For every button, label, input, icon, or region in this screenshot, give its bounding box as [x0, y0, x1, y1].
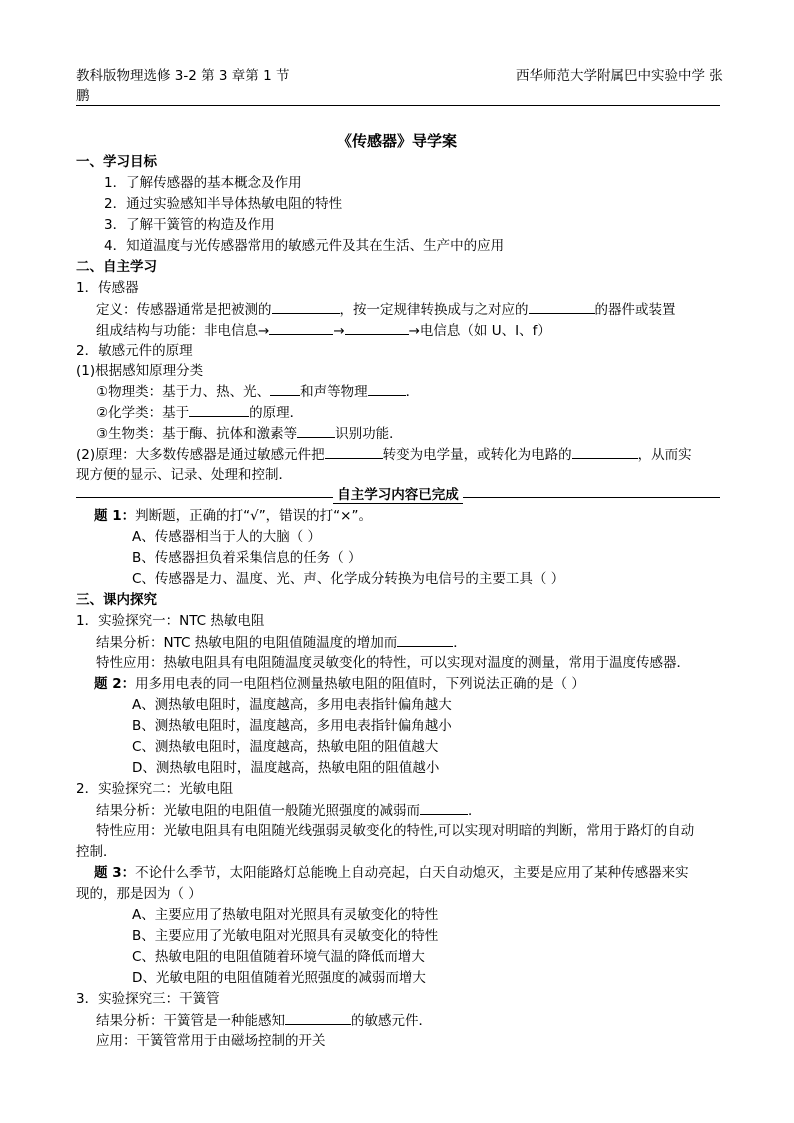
- def-text-a: 定义：传感器通常是把被测的: [96, 302, 272, 318]
- section-heading-goals: 一、学习目标: [76, 154, 157, 170]
- phys-text-b: 和声等物理: [300, 384, 368, 400]
- fill-blank[interactable]: [297, 423, 335, 438]
- fill-blank[interactable]: [270, 381, 300, 396]
- section-heading-self-study: 二、自主学习: [76, 259, 157, 275]
- header-course-info: 教科版物理选修 3-2 第 3 章第 1 节: [76, 68, 290, 84]
- topic-sensor-title: 1．传感器: [76, 280, 139, 296]
- divider-label: 自主学习内容已完成: [333, 487, 463, 504]
- fill-blank[interactable]: [272, 299, 340, 314]
- document-title: 《传感器》导学案: [336, 132, 457, 150]
- experiment-3-title: 3．实验探究三：干簧管: [76, 991, 220, 1007]
- class-physical: [96, 381, 419, 402]
- goal-item: 4．知道温度与光传感器常用的敏感元件及其在生活、生产中的应用: [104, 238, 505, 254]
- goal-item: 1．了解传感器的基本概念及作用: [104, 175, 302, 191]
- experiment-3-result: [96, 1010, 432, 1031]
- phys-text-a: ①物理类：基于力、热、光、: [96, 384, 271, 400]
- question-3: [94, 863, 689, 883]
- question-text: 不论什么季节，太阳能路灯总能晚上自动亮起，白天自动熄灭，主要是应用了某种传感器来实: [135, 865, 689, 881]
- e1-result-end: ．: [453, 635, 467, 651]
- principle-text-a: (2)原理：大多数传感器是通过敏感元件把: [76, 447, 325, 463]
- question-label: 题 3：: [94, 865, 136, 881]
- class-chemical: [96, 402, 303, 423]
- experiment-1-result: [96, 632, 467, 653]
- section-heading-inquiry: 三、课内探究: [76, 592, 157, 608]
- q3-option: B、主要应用了光敏电阻对光照具有灵敏变化的特性: [132, 928, 439, 944]
- class-biological: [96, 423, 403, 444]
- experiment-2-application-cont: 控制．: [76, 844, 117, 860]
- comp-text-c: →电信息（如 U、I、f）: [408, 323, 551, 339]
- subtopic-classification: (1)根据感知原理分类: [76, 363, 204, 379]
- q1-option: B、传感器担负着采集信息的任务（ ）: [132, 550, 362, 566]
- comp-text-a: 组成结构与功能：非电信息→: [96, 323, 270, 339]
- header-school: 西华师范大学附属巴中实验中学 张: [516, 68, 723, 84]
- question-3-cont: 现的，那是因为（ ）: [76, 886, 202, 902]
- question-text: 判断题，正确的打“√”，错误的打“×”。: [135, 508, 372, 524]
- fill-blank[interactable]: [285, 1010, 351, 1025]
- e2-result-end: ．: [468, 803, 482, 819]
- experiment-1-application: 特性应用：热敏电阻具有电阻随温度灵敏变化的特性，可以实现对温度的测量，常用于温度传感器．: [96, 655, 690, 671]
- header-rule: [76, 105, 720, 106]
- experiment-3-application: 应用：干簧管常用于由磁场控制的开关: [96, 1033, 326, 1049]
- topic-element-principle: 2．敏感元件的原理: [76, 343, 193, 359]
- q3-option: A、主要应用了热敏电阻对光照具有灵敏变化的特性: [132, 907, 439, 923]
- q2-option: C、测热敏电阻时，温度越高，热敏电阻的阻值越大: [132, 739, 439, 755]
- experiment-1-title: 1．实验探究一：NTC 热敏电阻: [76, 613, 265, 629]
- q1-option: C、传感器是力、温度、光、声、化学成分转换为电信号的主要工具（ ）: [132, 571, 565, 587]
- bio-text-a: ③生物类：基于酶、抗体和激素等: [96, 426, 298, 442]
- experiment-2-application: 特性应用：光敏电阻具有电阻随光线强弱灵敏变化的特性,可以实现对明暗的判断，常用于路灯的自动: [96, 823, 695, 839]
- q2-option: A、测热敏电阻时，温度越高，多用电表指针偏角越大: [132, 697, 452, 713]
- q2-option: B、测热敏电阻时，温度越高，多用电表指针偏角越小: [132, 718, 452, 734]
- fill-blank[interactable]: [189, 402, 249, 417]
- principle-text-c: ，从而实: [637, 447, 692, 463]
- question-2: [94, 674, 585, 694]
- fill-blank[interactable]: [325, 444, 383, 459]
- chem-text-a: ②化学类：基于: [96, 405, 190, 421]
- phys-text-c: ．: [405, 384, 420, 400]
- q3-option: D、光敏电阻的电阻值随着光照强度的减弱而增大: [132, 970, 426, 986]
- q1-option: A、传感器相当于人的大脑（ ）: [132, 529, 322, 545]
- comp-text-b: →: [333, 323, 345, 339]
- experiment-2-result: [96, 800, 482, 821]
- def-text-b: ，按一定规律转换成与之对应的: [339, 302, 529, 318]
- goal-item: 2．通过实验感知半导体热敏电阻的特性: [104, 196, 343, 212]
- def-text-c: 的器件或装置: [594, 302, 676, 318]
- fill-blank[interactable]: [397, 632, 453, 647]
- fill-blank[interactable]: [269, 320, 333, 335]
- principle-line: [76, 444, 692, 465]
- sensor-definition: [96, 299, 676, 320]
- e3-result-text: 结果分析：干簧管是一种能感知: [96, 1013, 285, 1029]
- q3-option: C、热敏电阻的电阻值随着环境气温的降低而增大: [132, 949, 425, 965]
- fill-blank[interactable]: [420, 800, 468, 815]
- experiment-2-title: 2．实验探究二：光敏电阻: [76, 781, 234, 797]
- fill-blank[interactable]: [345, 320, 409, 335]
- chem-text-b: 的原理．: [249, 405, 304, 421]
- sensor-composition: [96, 320, 551, 341]
- fill-blank[interactable]: [368, 381, 406, 396]
- bio-text-b: 识别功能．: [335, 426, 403, 442]
- question-text: 用多用电表的同一电阻档位测量热敏电阻的阻值时，下列说法正确的是（ ）: [135, 676, 585, 692]
- fill-blank[interactable]: [529, 299, 595, 314]
- goal-item: 3．了解干簧管的构造及作用: [104, 217, 275, 233]
- e2-result-text: 结果分析：光敏电阻的电阻值一般随光照强度的减弱而: [96, 803, 420, 819]
- e3-result-end: 的敏感元件．: [351, 1013, 432, 1029]
- fill-blank[interactable]: [572, 444, 638, 459]
- principle-continued: 现方便的显示、记录、处理和控制．: [76, 467, 292, 483]
- question-label: 题 1：: [94, 508, 136, 524]
- principle-text-b: 转变为电学量，或转化为电路的: [382, 447, 572, 463]
- e1-result-text: 结果分析：NTC 热敏电阻的电阻值随温度的增加而: [96, 635, 398, 651]
- q2-option: D、测热敏电阻时，温度越高，热敏电阻的阻值越小: [132, 760, 440, 776]
- question-1: [94, 506, 372, 526]
- header-author-continued: 鹏: [76, 88, 90, 104]
- question-label: 题 2：: [94, 676, 136, 692]
